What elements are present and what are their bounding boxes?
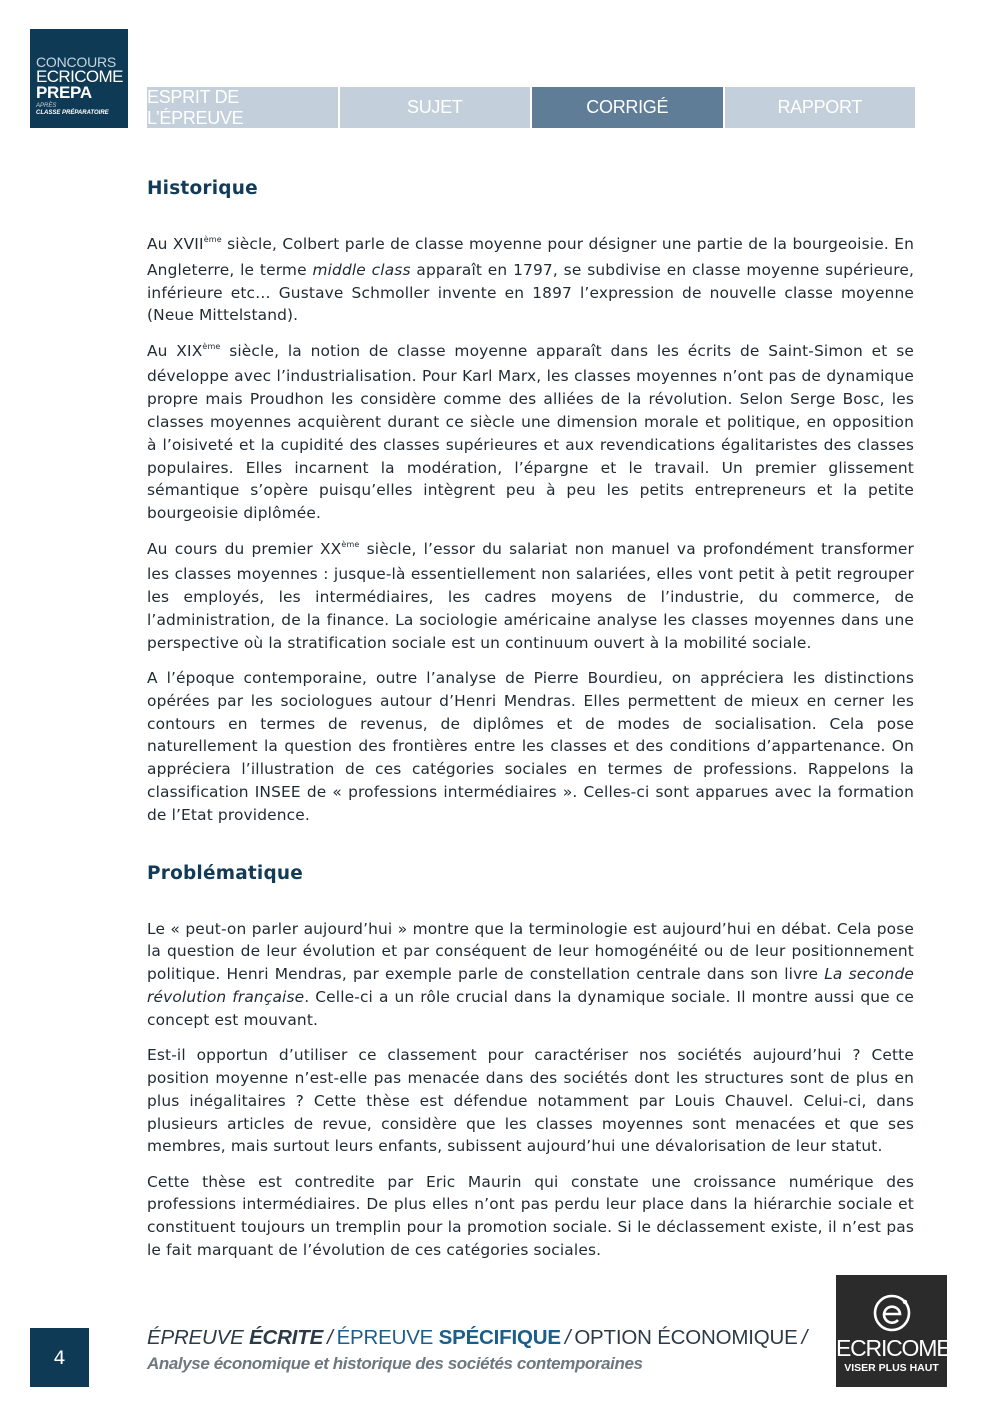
logo-line-prepa: PREPA [36, 83, 92, 102]
paragraph-historique-3: Au cours du premier XXème siècle, l’essor du salariat non manuel va profondément transformer les classes moyennes : jusque-là essentiellement non salariées, elles vont petit à petit regrouper les employés, les intermédiaires, les cadres moyens de l’industrie, du commerce, de l’administration, de la finance. La sociologie américaine analyse les classes moyennes dans une perspective où la stratification sociale est un continuum ouvert à la mobilité sociale. [147, 539, 914, 652]
page-number: 4 [30, 1328, 89, 1387]
logo-line-classe: CLASSE PRÉPARATOIRE [36, 110, 109, 116]
footer-exam-type: ÉPREUVE ÉCRITE / ÉPREUVE SPÉCIFIQUE / OPTION ÉCONOMIQUE / [147, 1326, 808, 1349]
ecricome-brand-logo [836, 1275, 951, 1387]
paragraph-problematique-1: Le « peut-on parler aujourd’hui » montre que la terminologie est aujourd’hui en débat. Cela pose la question de leur évolution et par conséquent de leur homogénéité ou de leur positionnement politique. Henri Mendras, par exemple parle de constellation centrale dans son livre La seconde révolution française. Celle-ci a un rôle crucial dans la dynamique sociale. Il montre aussi que ce concept est mouvant. [147, 919, 915, 1029]
section-tabs [147, 87, 915, 128]
document-body [147, 178, 914, 1274]
concours-ecricome-prepa-logo [30, 29, 128, 128]
tab-rapport[interactable]: RAPPORT [725, 87, 916, 128]
logo-line-ecricome: ECRICOME [36, 67, 123, 86]
tab-esprit-epreuve[interactable]: ESPRIT DE L’ÉPREUVE [147, 87, 338, 128]
logo-line-concours: CONCOURS [36, 54, 117, 70]
brand-tagline: VISER PLUS HAUT [844, 1362, 939, 1374]
paragraph-problematique-3: Cette thèse est contredite par Eric Maurin qui constate une croissance numérique des professions intermédiaires. De plus elles n’ont pas perdu leur place dans la hiérarchie sociale et constituent toujours un tremplin pour la promotion sociale. Si le déclassement existe, il n’est pas le fait marquant de l’évolution de ces catégories sociales. [147, 1172, 914, 1259]
footer-subject-title: Analyse économique et historique des sociétés contemporaines [147, 1354, 643, 1373]
heading-historique: Historique [147, 178, 258, 199]
tab-sujet[interactable]: SUJET [340, 87, 531, 128]
paragraph-historique-2: Au XIXème siècle, la notion de classe moyenne apparaît dans les écrits de Saint-Simon et se développe avec l’industrialisation. Pour Karl Marx, les classes moyennes n’ont pas de dynamique propre mais Proudhon les considère comme des alliées de la révolution. Selon Serge Bosc, les classes moyennes acquièrent durant ce siècle une dimension morale et politique, en opposition à l’oisiveté et la cupidité des classes supérieures et aux revendications égalitaristes des classes populaires. Elles incarnent la modération, l’épargne et le travail. Un premier glissement sémantique s’opère puisqu’elles intègrent peu à peu les petits entrepreneurs et la petite bourgeoisie diplômée. [147, 341, 914, 523]
heading-problematique: Problématique [147, 862, 304, 884]
paragraph-historique-1: Au XVIIème siècle, Colbert parle de classe moyenne pour désigner une partie de la bourgeoisie. En Angleterre, le terme middle class apparaît en 1797, se subdivise en classe moyenne supérieure, inférieure etc… Gustave Schmoller invente en 1897 l’expression de nouvelle classe moyenne (Neue Mittelstand). [147, 235, 914, 325]
paragraph-problematique-2: Est-il opportun d’utiliser ce classement pour caractériser nos sociétés aujourd’hui ? Cette position moyenne n’est-elle pas menacée dans des sociétés dont les structures sont de plus en plus inégalitaires ? Cette thèse est défendue notamment par Louis Chauvel. Celui-ci, dans plusieurs articles de revue, considère que les classes moyennes sont menacées et que ses membres, mais surtout leurs enfants, subissent aujourd’hui une dévalorisation de leur statut. [147, 1046, 914, 1156]
brand-name: ECRICOME [836, 1335, 951, 1361]
ecricome-e-icon [872, 1293, 912, 1333]
paragraph-historique-4: A l’époque contemporaine, outre l’analyse de Pierre Bourdieu, on appréciera les distinctions opérées par les sociologues autour d’Henri Mendras. Elles permettent de mieux en cerner les contours en termes de revenus, de diplômes et de modes de socialisation. Cela pose naturellement la question des frontières entre les classes et des conditions d’appartenance. On appréciera l’illustration de ces catégories sociales en termes de professions. Rappelons la classification INSEE de « professions intermédiaires ». Celles-ci sont apparues avec la formation de l’Etat providence. [147, 669, 914, 824]
logo-line-apres: APRÈS [36, 103, 57, 109]
tab-corrige[interactable]: CORRIGÉ [532, 87, 723, 128]
